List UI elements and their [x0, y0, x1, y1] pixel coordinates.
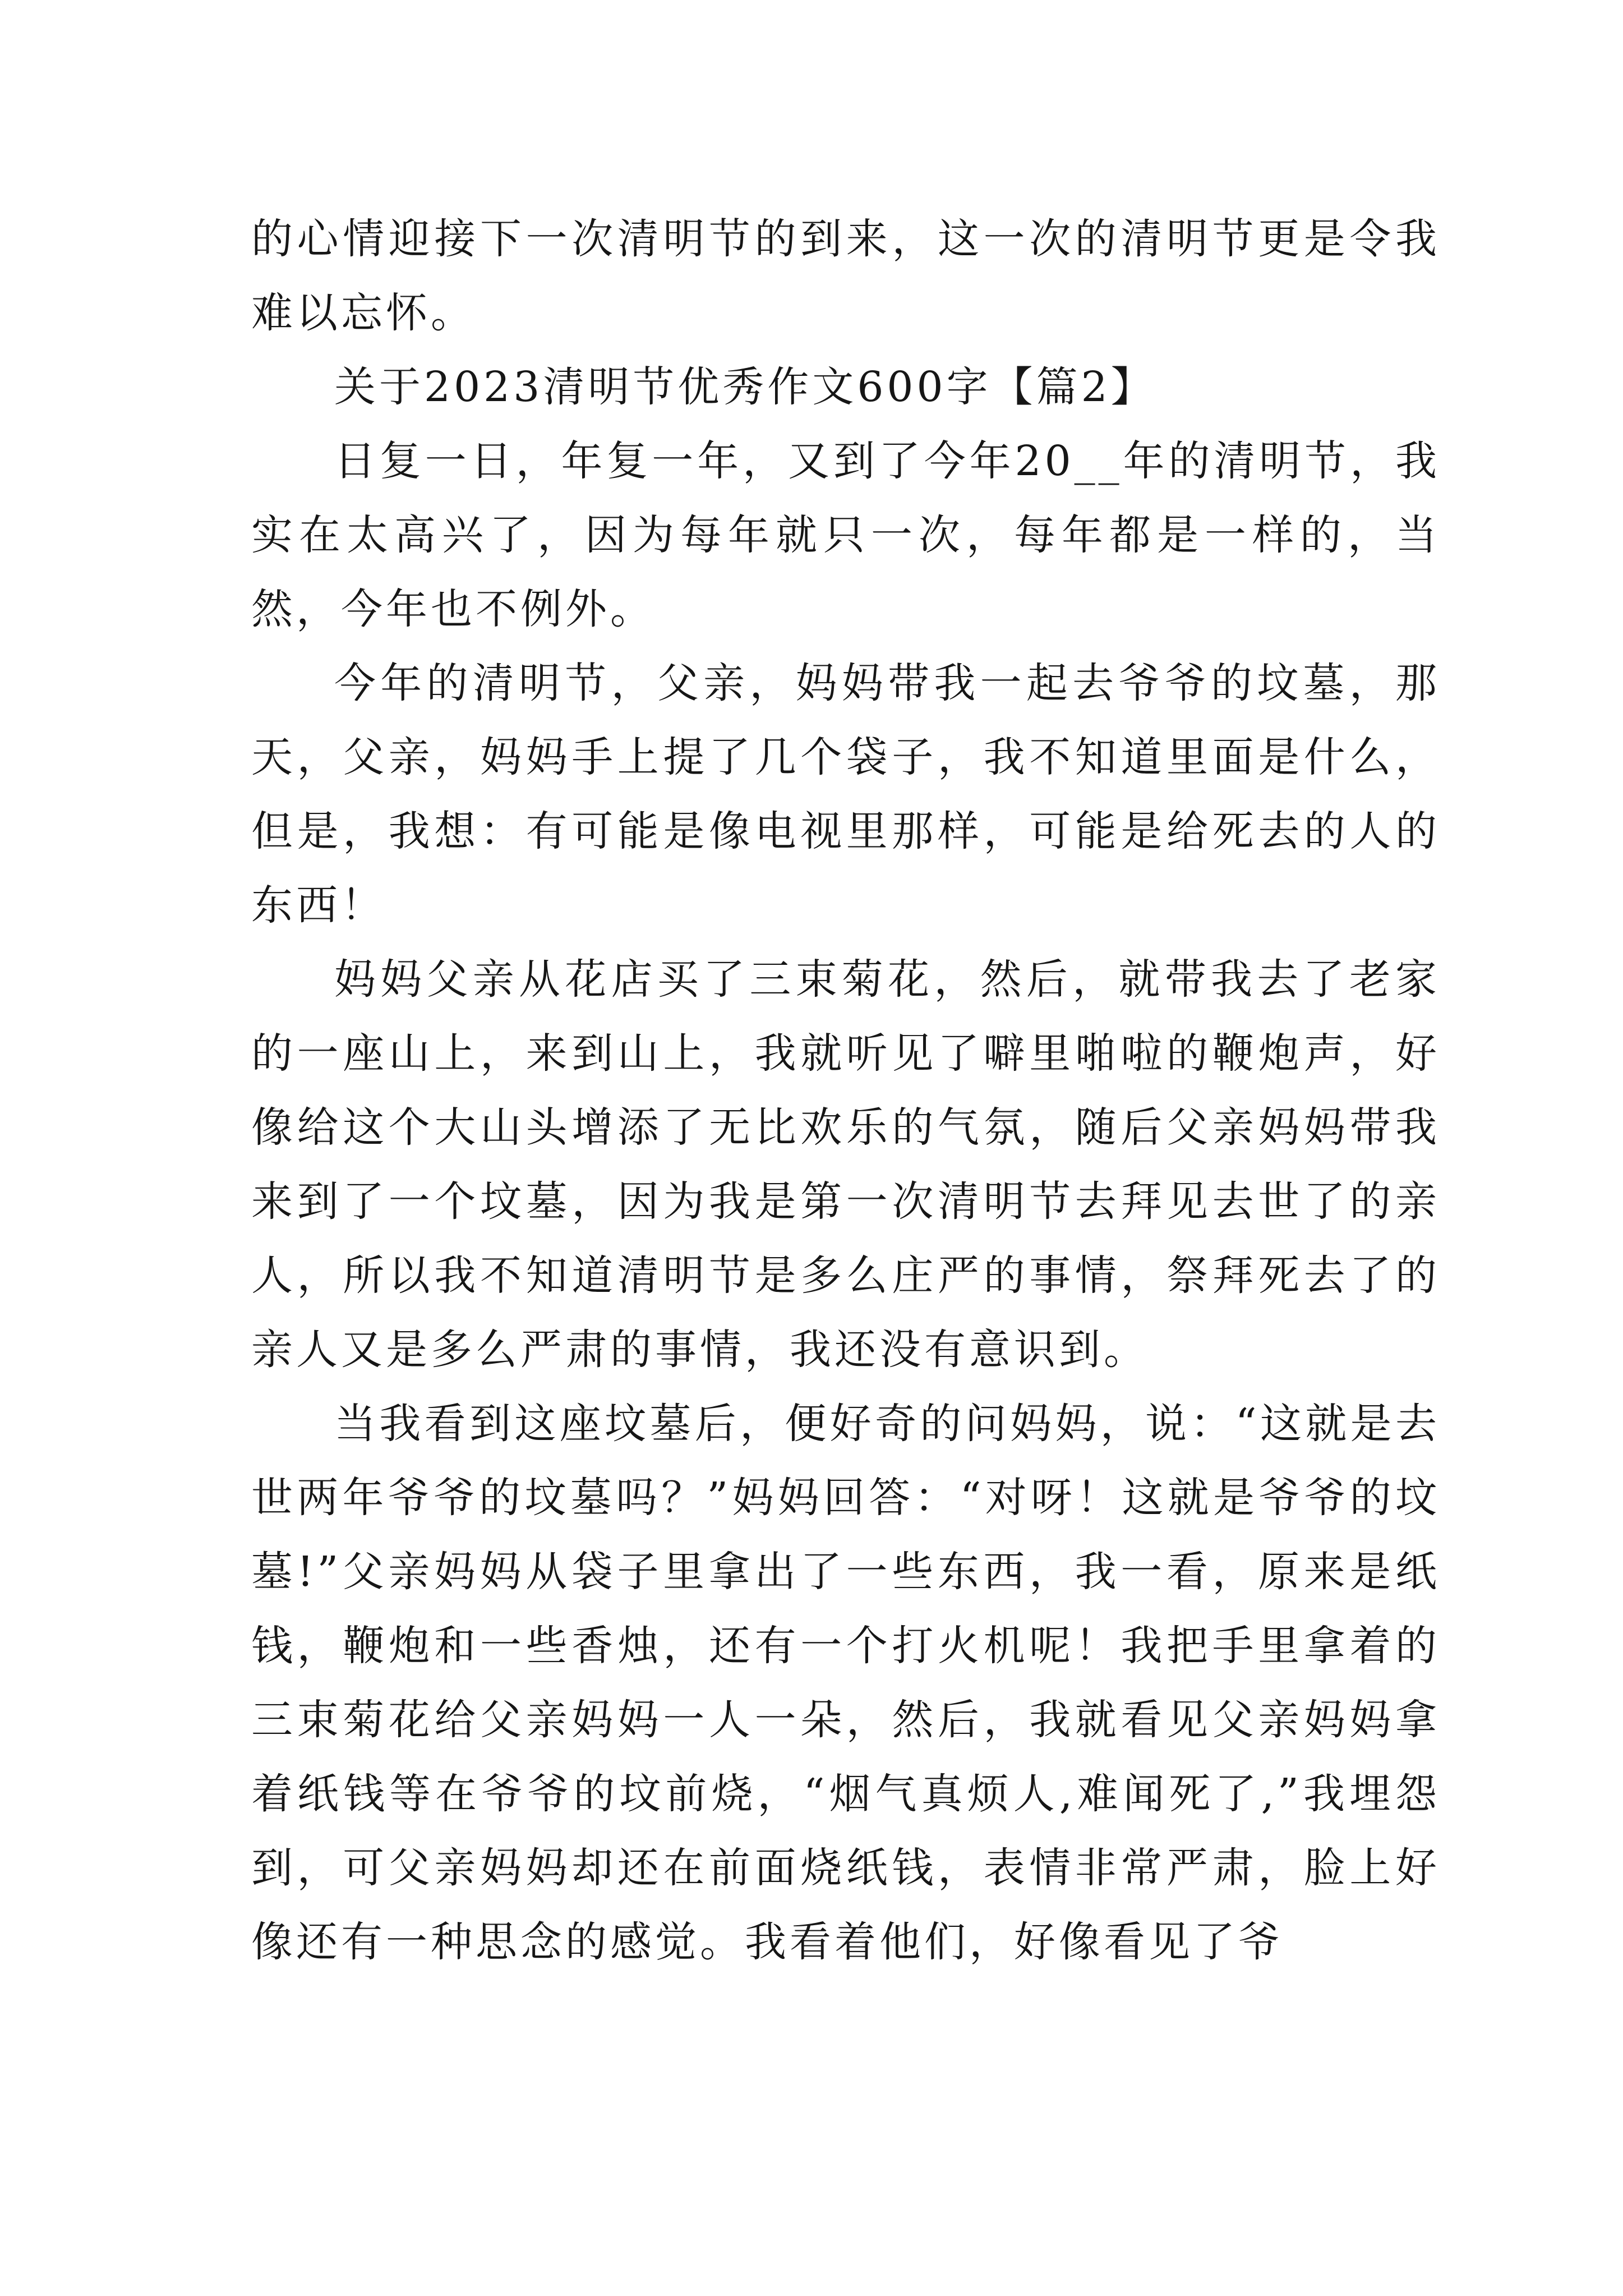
- article-body: [251, 202, 1440, 1979]
- paragraph-2: 今年的清明节，父亲，妈妈带我一起去爷爷的坟墓，那天，父亲，妈妈手上提了几个袋子，我不知道里面是什么，但是，我想：有可能是像电视里那样，可能是给死去的人的东西！: [251, 659, 1440, 930]
- paragraph-4: 当我看到这座坟墓后，便好奇的问妈妈，说：“这就是去世两年爷爷的坟墓吗？”妈妈回答：“对呀！这就是爷爷的坟墓!”父亲妈妈从袋子里拿出了一些东西，我一看，原来是纸钱，鞭炮和一些香烛，还有一个打火机呢！我把手里拿着的三束菊花给父亲妈妈一人一朵，然后，我就看见父亲妈妈拿着纸钱等在爷爷的坟前烧，“烟气真烦人,难闻死了,”我埋怨到，可父亲妈妈却还在前面烧纸钱，表情非常严肃，脸上好像还有一种思念的感觉。我看着他们，好像看见了爷: [251, 1400, 1440, 1966]
- paragraph-continuation: 的心情迎接下一次清明节的到来，这一次的清明节更是令我难以忘怀。: [251, 215, 1440, 337]
- paragraph-1: 日复一日，年复一年，又到了今年20__年的清明节，我实在太高兴了，因为每年就只一次，每年都是一样的，当然，今年也不例外。: [251, 437, 1440, 633]
- paragraph-3: 妈妈父亲从花店买了三束菊花，然后，就带我去了老家的一座山上，来到山上，我就听见了噼里啪啦的鞭炮声，好像给这个大山头增添了无比欢乐的气氛，随后父亲妈妈带我来到了一个坟墓，因为我是第一次清明节去拜见去世了的亲人，所以我不知道清明节是多么庄严的事情，祭拜死去了的亲人又是多么严肃的事情，我还没有意识到。: [251, 955, 1440, 1374]
- section-heading: 关于2023清明节优秀作文600字【篇2】: [334, 363, 1156, 411]
